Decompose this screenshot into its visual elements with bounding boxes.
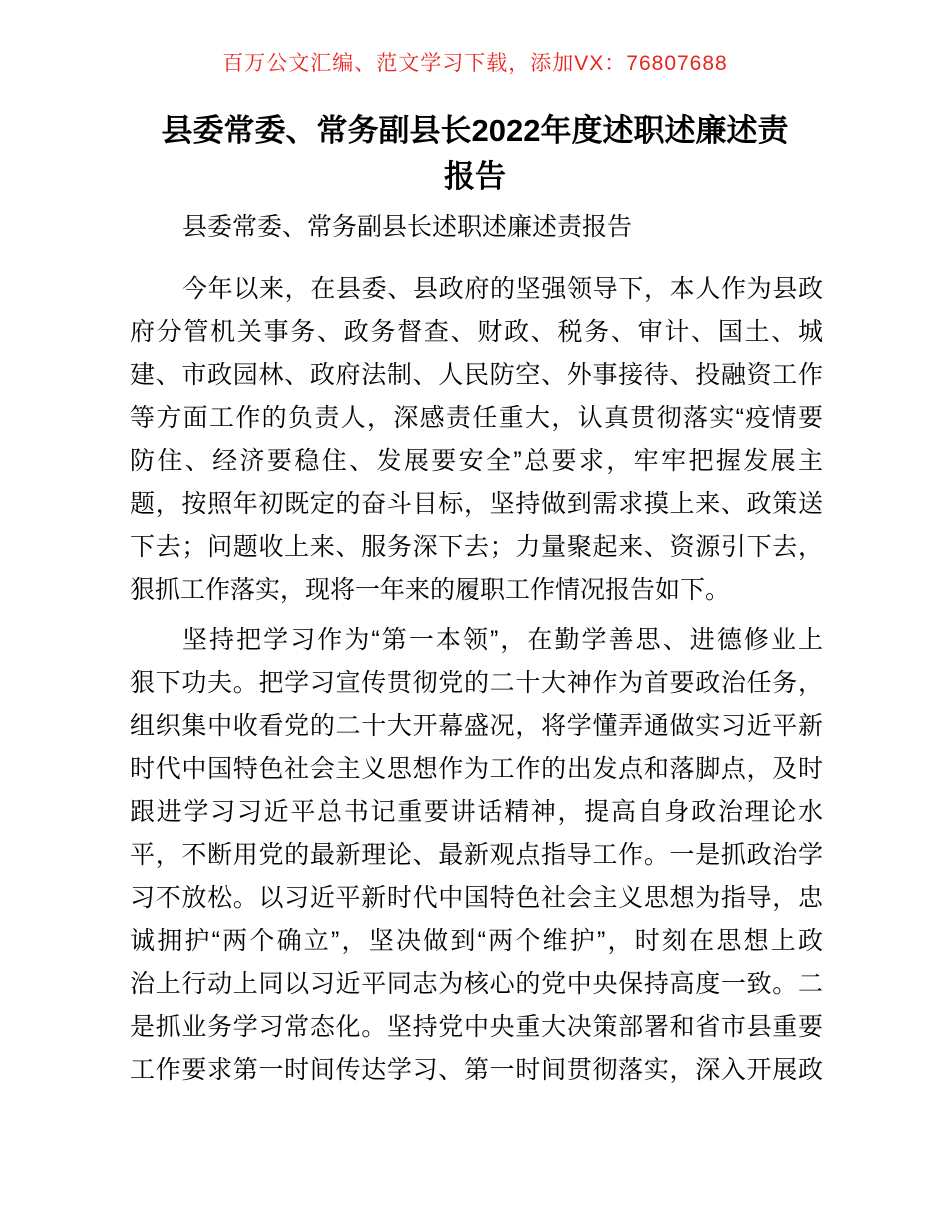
paragraph-line: 是抓业务学习常态化。坚持党中央重大决策部署和省市县重要 <box>130 1013 823 1041</box>
paragraph-line: 平，不断用党的最新理论、最新观点指导工作。一是抓政治学 <box>130 841 823 869</box>
paragraph-line: 狠下功夫。把学习宣传贯彻党的二十大神作为首要政治任务， <box>130 669 823 697</box>
paragraph-line: 下去；问题收上来、服务深下去；力量聚起来、资源引下去， <box>130 533 823 561</box>
paragraph-line: 题，按照年初既定的奋斗目标，坚持做到需求摸上来、政策送 <box>130 490 823 518</box>
paragraph-line: 等方面工作的负责人，深感责任重大，认真贯彻落实“疫情要 <box>130 404 823 432</box>
paragraph-line: 坚持把学习作为“第一本领”，在勤学善思、进德修业上 <box>182 626 823 654</box>
paragraph-line: 跟进学习习近平总书记重要讲话精神，提高自身政治理论水 <box>130 798 823 826</box>
paragraph-line: 建、市政园林、政府法制、人民防空、外事接待、投融资工作 <box>130 361 823 389</box>
paragraph <box>130 268 823 612</box>
promo-banner-text: 百万公文汇编、范文学习下载，添加VX：76807688 <box>222 52 728 75</box>
paragraph-line: 今年以来，在县委、县政府的坚强领导下，本人作为县政 <box>182 275 823 303</box>
paragraph-line: 狠抓工作落实，现将一年来的履职工作情况报告如下。 <box>130 576 731 604</box>
document-subtitle: 县委常委、常务副县长述职述廉述责报告 <box>182 213 633 241</box>
paragraph-line: 防住、经济要稳住、发展要安全”总要求，牢牢把握发展主 <box>130 447 823 475</box>
document-title <box>0 108 950 200</box>
paragraph-line: 组织集中收看党的二十大开幕盛况，将学懂弄通做实习近平新 <box>130 712 823 740</box>
paragraph-line: 习不放松。以习近平新时代中国特色社会主义思想为指导，忠 <box>130 884 823 912</box>
paragraph-line: 诚拥护“两个确立”，坚决做到“两个维护”，时刻在思想上政 <box>130 927 823 955</box>
paragraph-line: 治上行动上同以习近平同志为核心的党中央保持高度一致。二 <box>130 970 823 998</box>
document-body <box>130 268 823 1092</box>
paragraph-line: 时代中国特色社会主义思想作为工作的出发点和落脚点，及时 <box>130 755 823 783</box>
paragraph <box>130 619 823 1092</box>
paragraph-line: 府分管机关事务、政务督查、财政、税务、审计、国土、城 <box>130 318 823 346</box>
document-title-line-2: 报告 <box>444 159 506 194</box>
paragraph-line: 工作要求第一时间传达学习、第一时间贯彻落实，深入开展政 <box>130 1056 823 1084</box>
document-title-line-1: 县委常委、常务副县长2022年度述职述廉述责 <box>161 113 789 148</box>
